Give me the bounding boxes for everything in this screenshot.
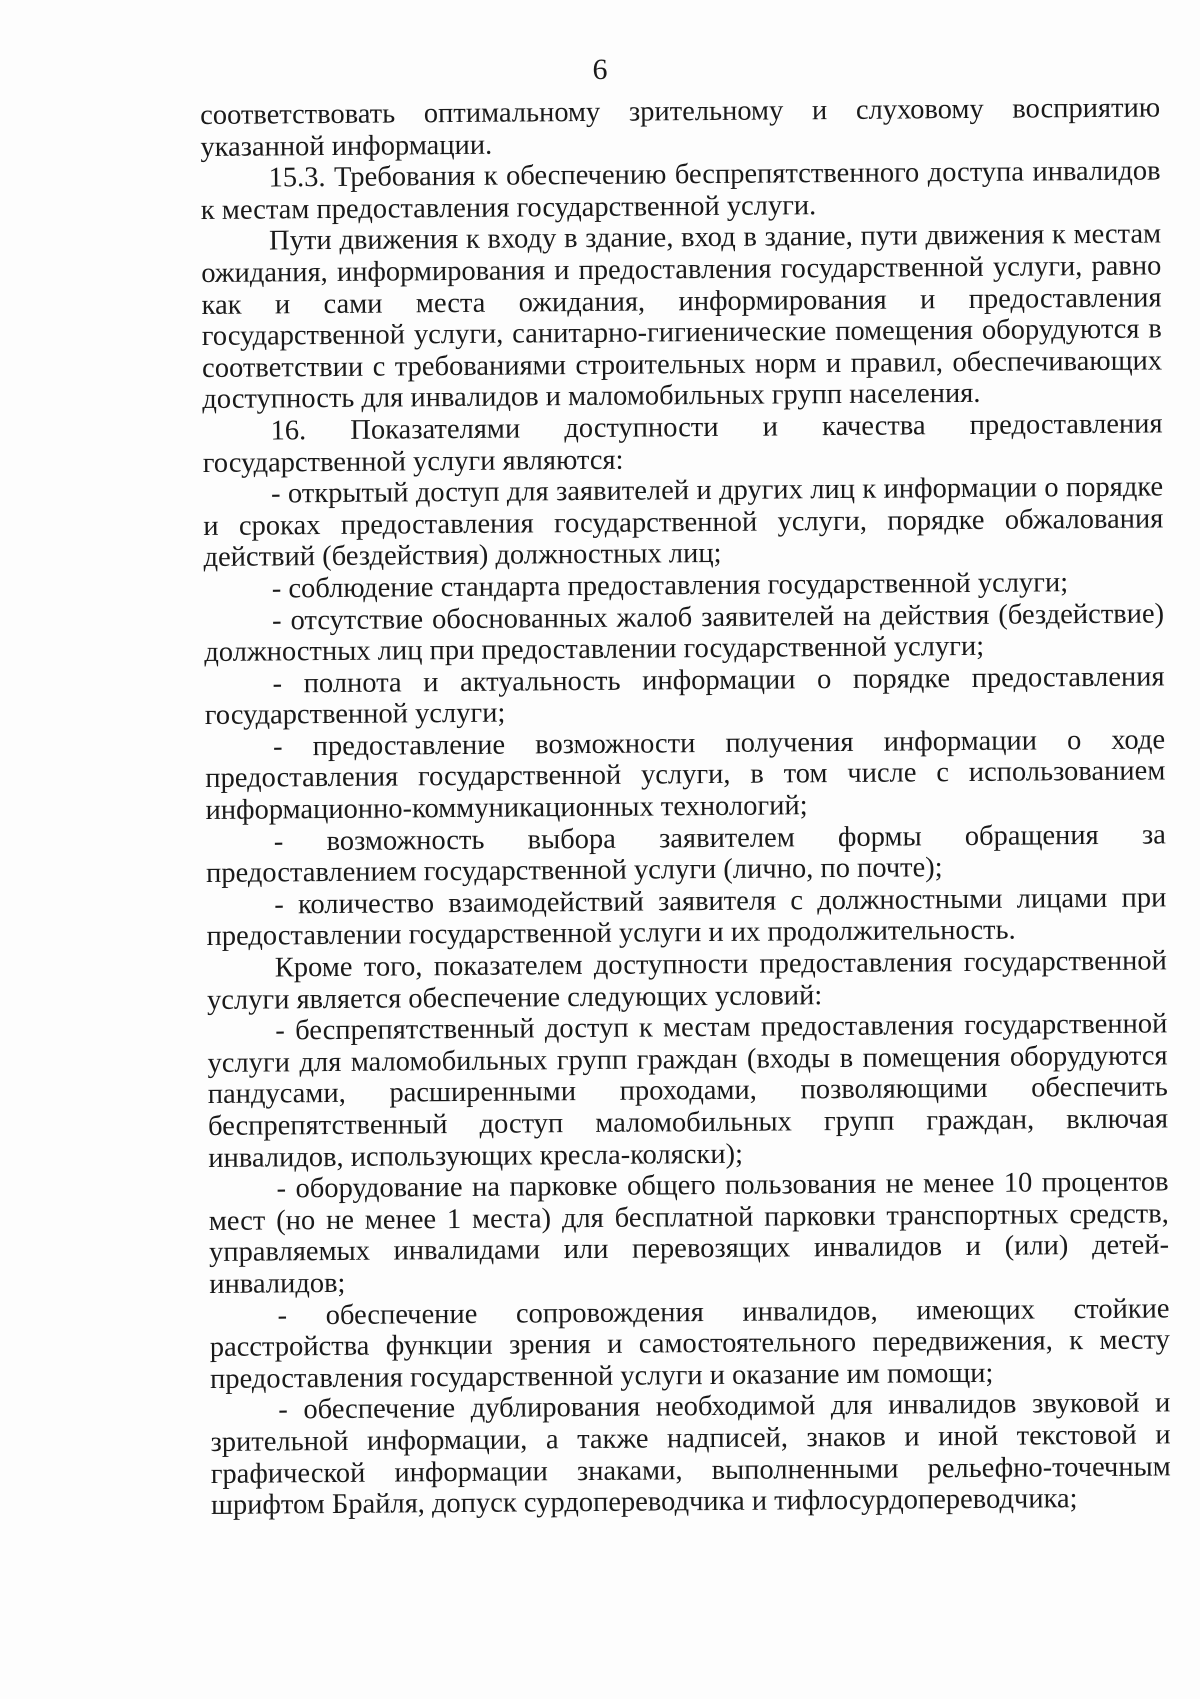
list-item: - отсутствие обоснованных жалоб заявителей на действия (бездействие) должностных лиц при предоставлении государственной услуги;: [204, 597, 1165, 669]
list-item: - предоставление возможности получения информации о ходе предоставления государственной услуги, в том числе с использованием информационно-коммуникационных технологий;: [205, 724, 1166, 827]
list-item: - открытый доступ для заявителей и других лиц к информации о порядке и сроках предоставления государственной услуги, порядке обжалования действий (бездействия) должностных лиц;: [203, 471, 1164, 574]
list-item: - соблюдение стандарта предоставления государственной услуги;: [271, 567, 1069, 605]
list-item: - обеспечение дублирования необходимой для инвалидов звуковой и зрительной информации, а также надписей, знаков и иной текстовой и графической информации знаками, выполненными рельефно-точечным шрифтом Брайля, допуск сурдопереводчика и тифлосурдопереводчика;: [210, 1387, 1171, 1522]
paragraph-additional-conditions: Кроме того, показателем доступности предоставления государственной услуги является обеспечение следующих условий:: [206, 945, 1167, 1016]
paragraph-continuation: соответствовать оптимальному зрительному и слуховому восприятию указанной информации.: [200, 92, 1161, 163]
list-item: - возможность выбора заявителем формы обращения за предоставлением государственной услуги (лично, по почте);: [205, 819, 1166, 890]
list-item: - полнота и актуальность информации о порядке предоставления государственной услуги;: [204, 661, 1165, 732]
list-item: - оборудование на парковке общего пользования не менее 10 процентов мест (но не менее 1 места) для бесплатной парковки транспортных средств, управляемых инвалидами или перевозящих инвалидов и (или) детей-инвалидов;: [208, 1166, 1170, 1300]
list-item: - количество взаимодействий заявителя с должностными лицами при предоставлении государственной услуги и их продолжительность.: [206, 882, 1167, 953]
list-item: - обеспечение сопровождения инвалидов, имеющих стойкие расстройства функции зрения и самостоятельного передвижения, к месту предоставления государственной услуги и оказание им помощи;: [209, 1292, 1170, 1395]
list-item: - беспрепятственный доступ к местам предоставления государственной услуги для маломобильных групп граждан (входы в помещения оборудуются пандусами, расширенными проходами, позволяющими обеспечить беспрепятственный доступ маломобильных групп граждан, включая инвалидов, использующих кресла-коляски);: [207, 1008, 1169, 1174]
paragraph-16: 16. Показателями доступности и качества предоставления государственной услуги являются:: [202, 408, 1163, 479]
document-body: [200, 92, 1171, 1521]
paragraph-15-3: 15.3. Требования к обеспечению беспрепятственного доступа инвалидов к местам предоставления государственной услуги.: [200, 155, 1161, 226]
page-number: 6: [592, 53, 608, 86]
paragraph-paths: Пути движения к входу в здание, вход в здание, пути движения к местам ожидания, информирования и предоставления государственной услуги, равно как и сами места ожидания, информирования и предоставления государственной услуги, санитарно-гигиенические помещения оборудуются в соответствии с требованиями строительных норм и правил, обеспечивающих доступность для инвалидов и маломобильных групп населения.: [201, 218, 1163, 416]
